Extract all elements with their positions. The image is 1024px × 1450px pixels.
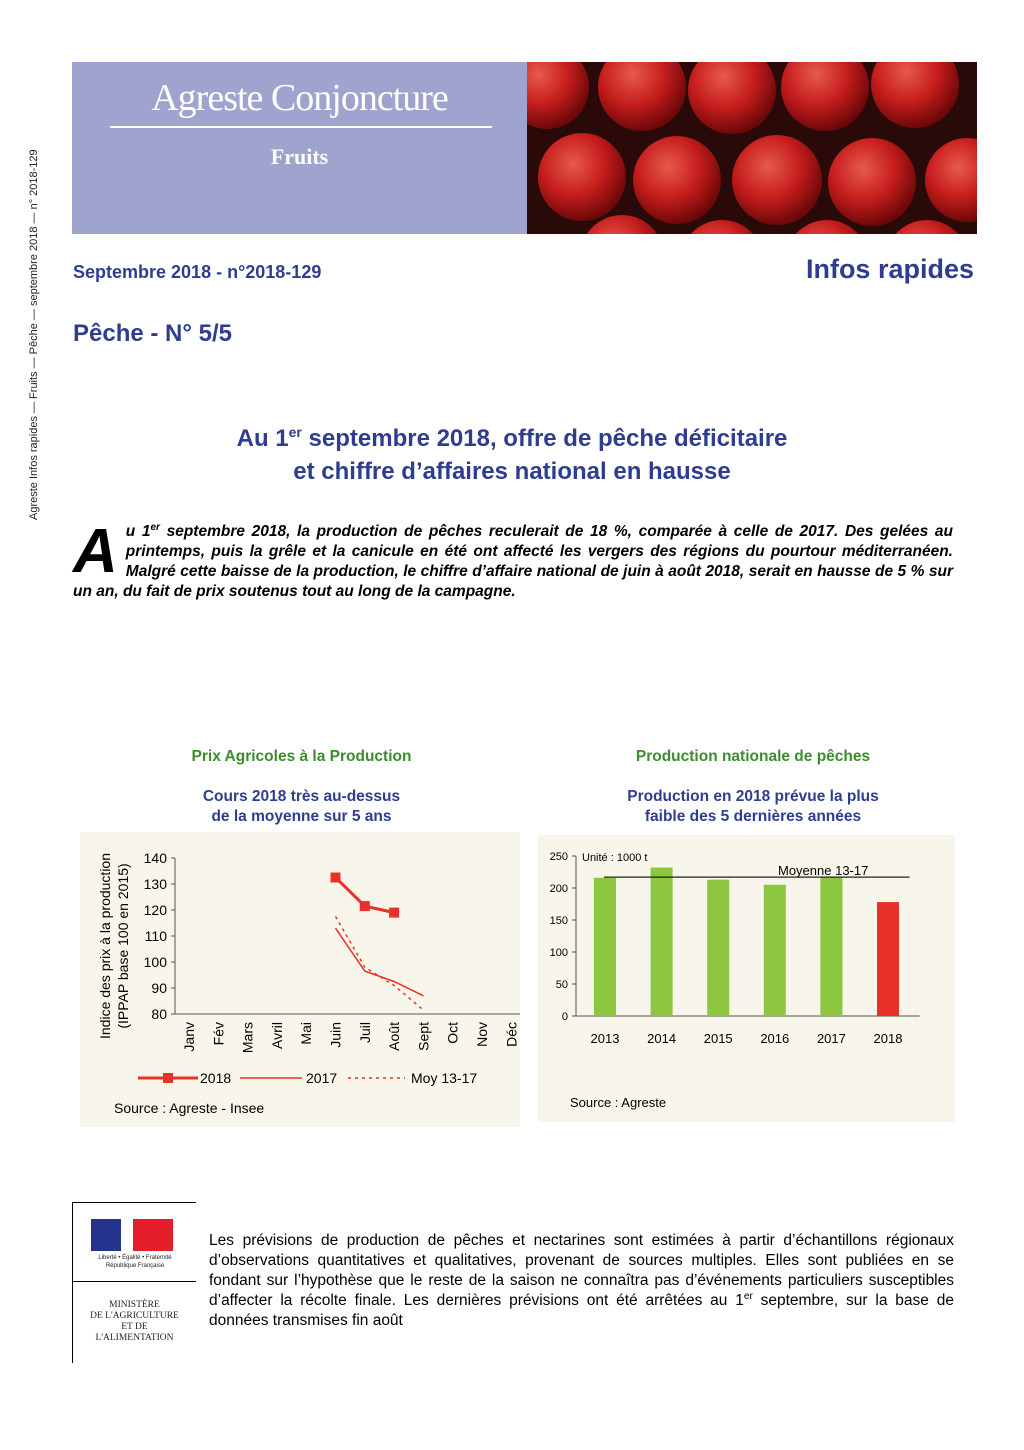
price-index-svg [80,832,520,1127]
ministry-line: L'ALIMENTATION [95,1333,174,1343]
unit-label: Unité : 1000 t [582,852,648,864]
marianne-blue [91,1219,121,1251]
y-axis-label: (IPPAP base 100 en 2015) [115,863,131,1029]
series-line-2 [336,917,424,1011]
legend-label: 2017 [306,1070,338,1086]
issue-number: Septembre 2018 - n°2018-129 [73,262,322,282]
x-tick-label: 2013 [590,1031,620,1046]
x-tick-label: Avril [268,1022,285,1049]
y-tick-label: 140 [143,850,167,866]
series-2018-marker [360,901,370,911]
chart1-subtitle [120,787,483,827]
side-running-title: Agreste Infos rapides — Fruits — Pêche — septembre 2018 — n° 2018-129 [28,149,40,520]
drop-cap: A [73,517,118,586]
headline [120,422,904,488]
legend-label: 2018 [200,1070,232,1086]
headline-sup: er [288,424,302,440]
x-tick-label: Fév [210,1022,227,1046]
average-label: Moyenne 13-17 [778,863,869,879]
chart-source: Source : Agreste [570,1095,667,1110]
headline-pre: Au 1 [236,425,289,452]
headline-post: septembre 2018, offre de pêche déficitaire [301,425,788,452]
ministry-line: ET DE [121,1322,148,1332]
x-tick-label: Sept [415,1022,432,1051]
lead-paragraph [73,517,953,602]
legend-marker-2018 [163,1073,173,1083]
chart1-subtitle-line2: de la moyenne sur 5 ans [211,808,392,825]
x-tick-label: Mars [239,1022,256,1054]
ministry-logo [72,1202,196,1363]
y-axis-label: Indice des prix à la production [97,853,113,1039]
bar-2016 [764,885,786,1016]
y-tick-label: 50 [555,979,568,991]
y-tick-label: 110 [144,928,167,944]
x-tick-label: 2017 [816,1031,846,1046]
lead-part2: septembre 2018, la production de pêches reculerait de 18 %, comparée à celle de 2017. Des gelées au printemps, puis la grêle et la canicule en été ont affecté les vergers des régions du pourtour méditerranéen. Malgré cette baisse de la production, le chiffre d’affaire national de juin à août 2018, serait en hausse de 5 % sur un an, du fait de prix soutenus tout au long de la campagne. [73,523,953,600]
marianne-white [121,1219,133,1251]
ministry-name [77,1300,192,1344]
brand-underline [110,126,492,128]
bar-2017 [820,877,842,1016]
republic-text [85,1254,185,1270]
logo-separator [73,1281,196,1282]
y-tick-label: 90 [151,980,167,996]
ministry-line: MINISTÈRE [109,1300,160,1310]
series-2018-marker [331,873,341,883]
y-tick-label: 130 [143,876,167,892]
x-tick-label: Nov [474,1022,490,1047]
chart-source: Source : Agreste - Insee [114,1100,265,1116]
chart2-subtitle [570,787,936,827]
chart1-subtitle-line1: Cours 2018 très au-dessus [202,788,401,805]
section-label: Fruits [270,144,329,169]
y-tick-label: 80 [151,1006,167,1022]
chart1-title: Prix Agricoles à la Production [191,748,412,765]
y-tick-label: 150 [549,915,568,927]
y-tick-label: 120 [143,902,167,918]
topic-title: Pêche - N° 5/5 [73,320,232,347]
x-tick-label: Juil [356,1022,373,1044]
brand-title: Agreste Conjoncture [151,77,448,119]
x-tick-label: 2016 [760,1031,790,1046]
y-tick-label: 0 [561,1011,568,1023]
peaches-illustration [527,62,977,234]
note-sup: er [743,1290,753,1302]
chart2-subtitle-line1: Production en 2018 prévue la plus [627,788,879,805]
y-tick-label: 100 [143,954,167,970]
republic-name: République Française [105,1263,165,1269]
bar-2018 [877,902,899,1016]
bar-2013 [594,878,616,1016]
x-tick-label: Mai [298,1022,315,1045]
note-part1: Les prévisions de production de pêches et nectarines sont estimées à partir d’échantillons régionaux d’observations quantitatives et qualitatives, provenant de sources multiples. Elles sont publiées en se fondant sur l’hypothèse que le reste de la saison ne connaîtra pas d’événements particuliers susceptibles d’affecter la récolte finale. Les dernières prévisions ont été arrêtées au 1 [209,1232,954,1309]
ministry-line: DE L'AGRICULTURE [90,1311,179,1321]
x-tick-label: Oct [444,1022,461,1044]
y-tick-label: 250 [549,851,568,863]
republic-motto: Liberté • Égalité • Fraternité [98,1255,172,1261]
lead-sup: er [150,521,160,533]
production-svg [538,835,955,1122]
x-tick-label: 2014 [647,1031,677,1046]
y-tick-label: 200 [549,883,568,895]
bar-2014 [651,868,673,1016]
note-part2: septembre, sur la base de données transmises fin août [209,1292,954,1329]
methodology-note [209,1231,954,1331]
y-tick-label: 100 [549,947,568,959]
x-tick-label: Déc [503,1022,520,1047]
x-tick-label: Janv [181,1022,197,1052]
production-chart [538,835,955,1122]
marianne-red [133,1219,173,1251]
price-index-chart [80,832,520,1127]
x-tick-label: 2018 [873,1031,903,1046]
series-label: Infos rapides [805,254,974,284]
lead-part1: u 1 [125,523,151,540]
x-tick-label: Août [386,1022,403,1051]
legend-label: Moy 13-17 [411,1070,478,1086]
x-tick-label: 2015 [703,1031,733,1046]
bar-2015 [707,880,729,1016]
peaches-photo [527,62,977,234]
headline-line2: et chiffre d’affaires national en hausse [293,458,731,485]
series-line-1 [336,928,424,996]
chart2-subtitle-line2: faible des 5 dernières années [644,808,862,825]
series-2018-marker [389,908,399,918]
header-banner [72,62,527,234]
x-tick-label: Juin [327,1022,344,1048]
chart2-title: Production nationale de pêches [635,748,871,765]
